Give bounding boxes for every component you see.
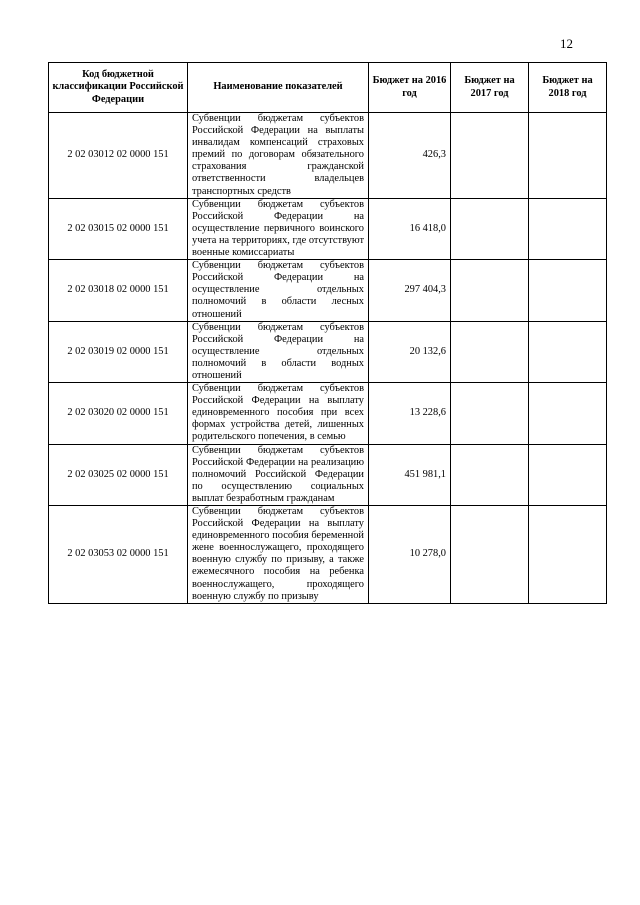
budget-2016-value: 10 278,0 — [369, 506, 451, 604]
budget-2017-value — [451, 260, 529, 321]
indicator-name: Субвенции бюджетам субъектов Российской Федерации на осуществление первичного воинского учета на территориях, где отсутствуют военные комиссариаты — [188, 198, 369, 259]
indicator-name: Субвенции бюджетам субъектов Российской Федерации на реализацию полномочий Российской Федерации по осуществлению социальных выплат безработным гражданам — [188, 444, 369, 505]
budget-2017-value — [451, 321, 529, 382]
table-row — [49, 198, 607, 259]
budget-2017-value — [451, 198, 529, 259]
budget-2018-value — [529, 506, 607, 604]
budget-2017-value — [451, 506, 529, 604]
budget-2017-value — [451, 113, 529, 199]
budget-2017-value — [451, 444, 529, 505]
budget-table — [48, 62, 607, 604]
budget-2016-value: 13 228,6 — [369, 383, 451, 444]
indicator-name: Субвенции бюджетам субъектов Российской Федерации на выплаты инвалидам компенсаций страховых премий по договорам обязательного страхования гражданской ответственности владельцев транспортных средств — [188, 113, 369, 199]
table-row — [49, 321, 607, 382]
table-row — [49, 444, 607, 505]
budget-2018-value — [529, 198, 607, 259]
table-row — [49, 506, 607, 604]
budget-2018-value — [529, 113, 607, 199]
budget-code: 2 02 03053 02 0000 151 — [49, 506, 188, 604]
budget-2016-value: 297 404,3 — [369, 260, 451, 321]
header-name: Наименование показателей — [188, 63, 369, 113]
budget-code: 2 02 03020 02 0000 151 — [49, 383, 188, 444]
table-row — [49, 113, 607, 199]
header-budget-2017: Бюджет на 2017 год — [451, 63, 529, 113]
indicator-name: Субвенции бюджетам субъектов Российской Федерации на осуществление отдельных полномочий в области водных отношений — [188, 321, 369, 382]
budget-code: 2 02 03019 02 0000 151 — [49, 321, 188, 382]
budget-code: 2 02 03018 02 0000 151 — [49, 260, 188, 321]
budget-2016-value: 16 418,0 — [369, 198, 451, 259]
table-row — [49, 383, 607, 444]
budget-2016-value: 20 132,6 — [369, 321, 451, 382]
header-budget-2018: Бюджет на 2018 год — [529, 63, 607, 113]
budget-2018-value — [529, 383, 607, 444]
indicator-name: Субвенции бюджетам субъектов Российской Федерации на выплату единовременного пособия при всех формах устройства детей, лишенных родительского попечения, в семью — [188, 383, 369, 444]
indicator-name: Субвенции бюджетам субъектов Российской Федерации на выплату единовременного пособия беременной жене военнослужащего, проходящего военную службу по призыву, а также ежемесячного пособия на ребенка военнослужащего, проходящего военную службу по призыву — [188, 506, 369, 604]
budget-code: 2 02 03012 02 0000 151 — [49, 113, 188, 199]
budget-2018-value — [529, 321, 607, 382]
budget-2017-value — [451, 383, 529, 444]
budget-2018-value — [529, 444, 607, 505]
indicator-name: Субвенции бюджетам субъектов Российской Федерации на осуществление отдельных полномочий в области лесных отношений — [188, 260, 369, 321]
table-row — [49, 260, 607, 321]
page-number: 12 — [560, 36, 573, 51]
header-code: Код бюджетной классификации Российской Федерации — [49, 63, 188, 113]
budget-2018-value — [529, 260, 607, 321]
budget-code: 2 02 03025 02 0000 151 — [49, 444, 188, 505]
header-budget-2016: Бюджет на 2016 год — [369, 63, 451, 113]
table-header-row — [49, 63, 607, 113]
budget-code: 2 02 03015 02 0000 151 — [49, 198, 188, 259]
budget-2016-value: 451 981,1 — [369, 444, 451, 505]
budget-2016-value: 426,3 — [369, 113, 451, 199]
